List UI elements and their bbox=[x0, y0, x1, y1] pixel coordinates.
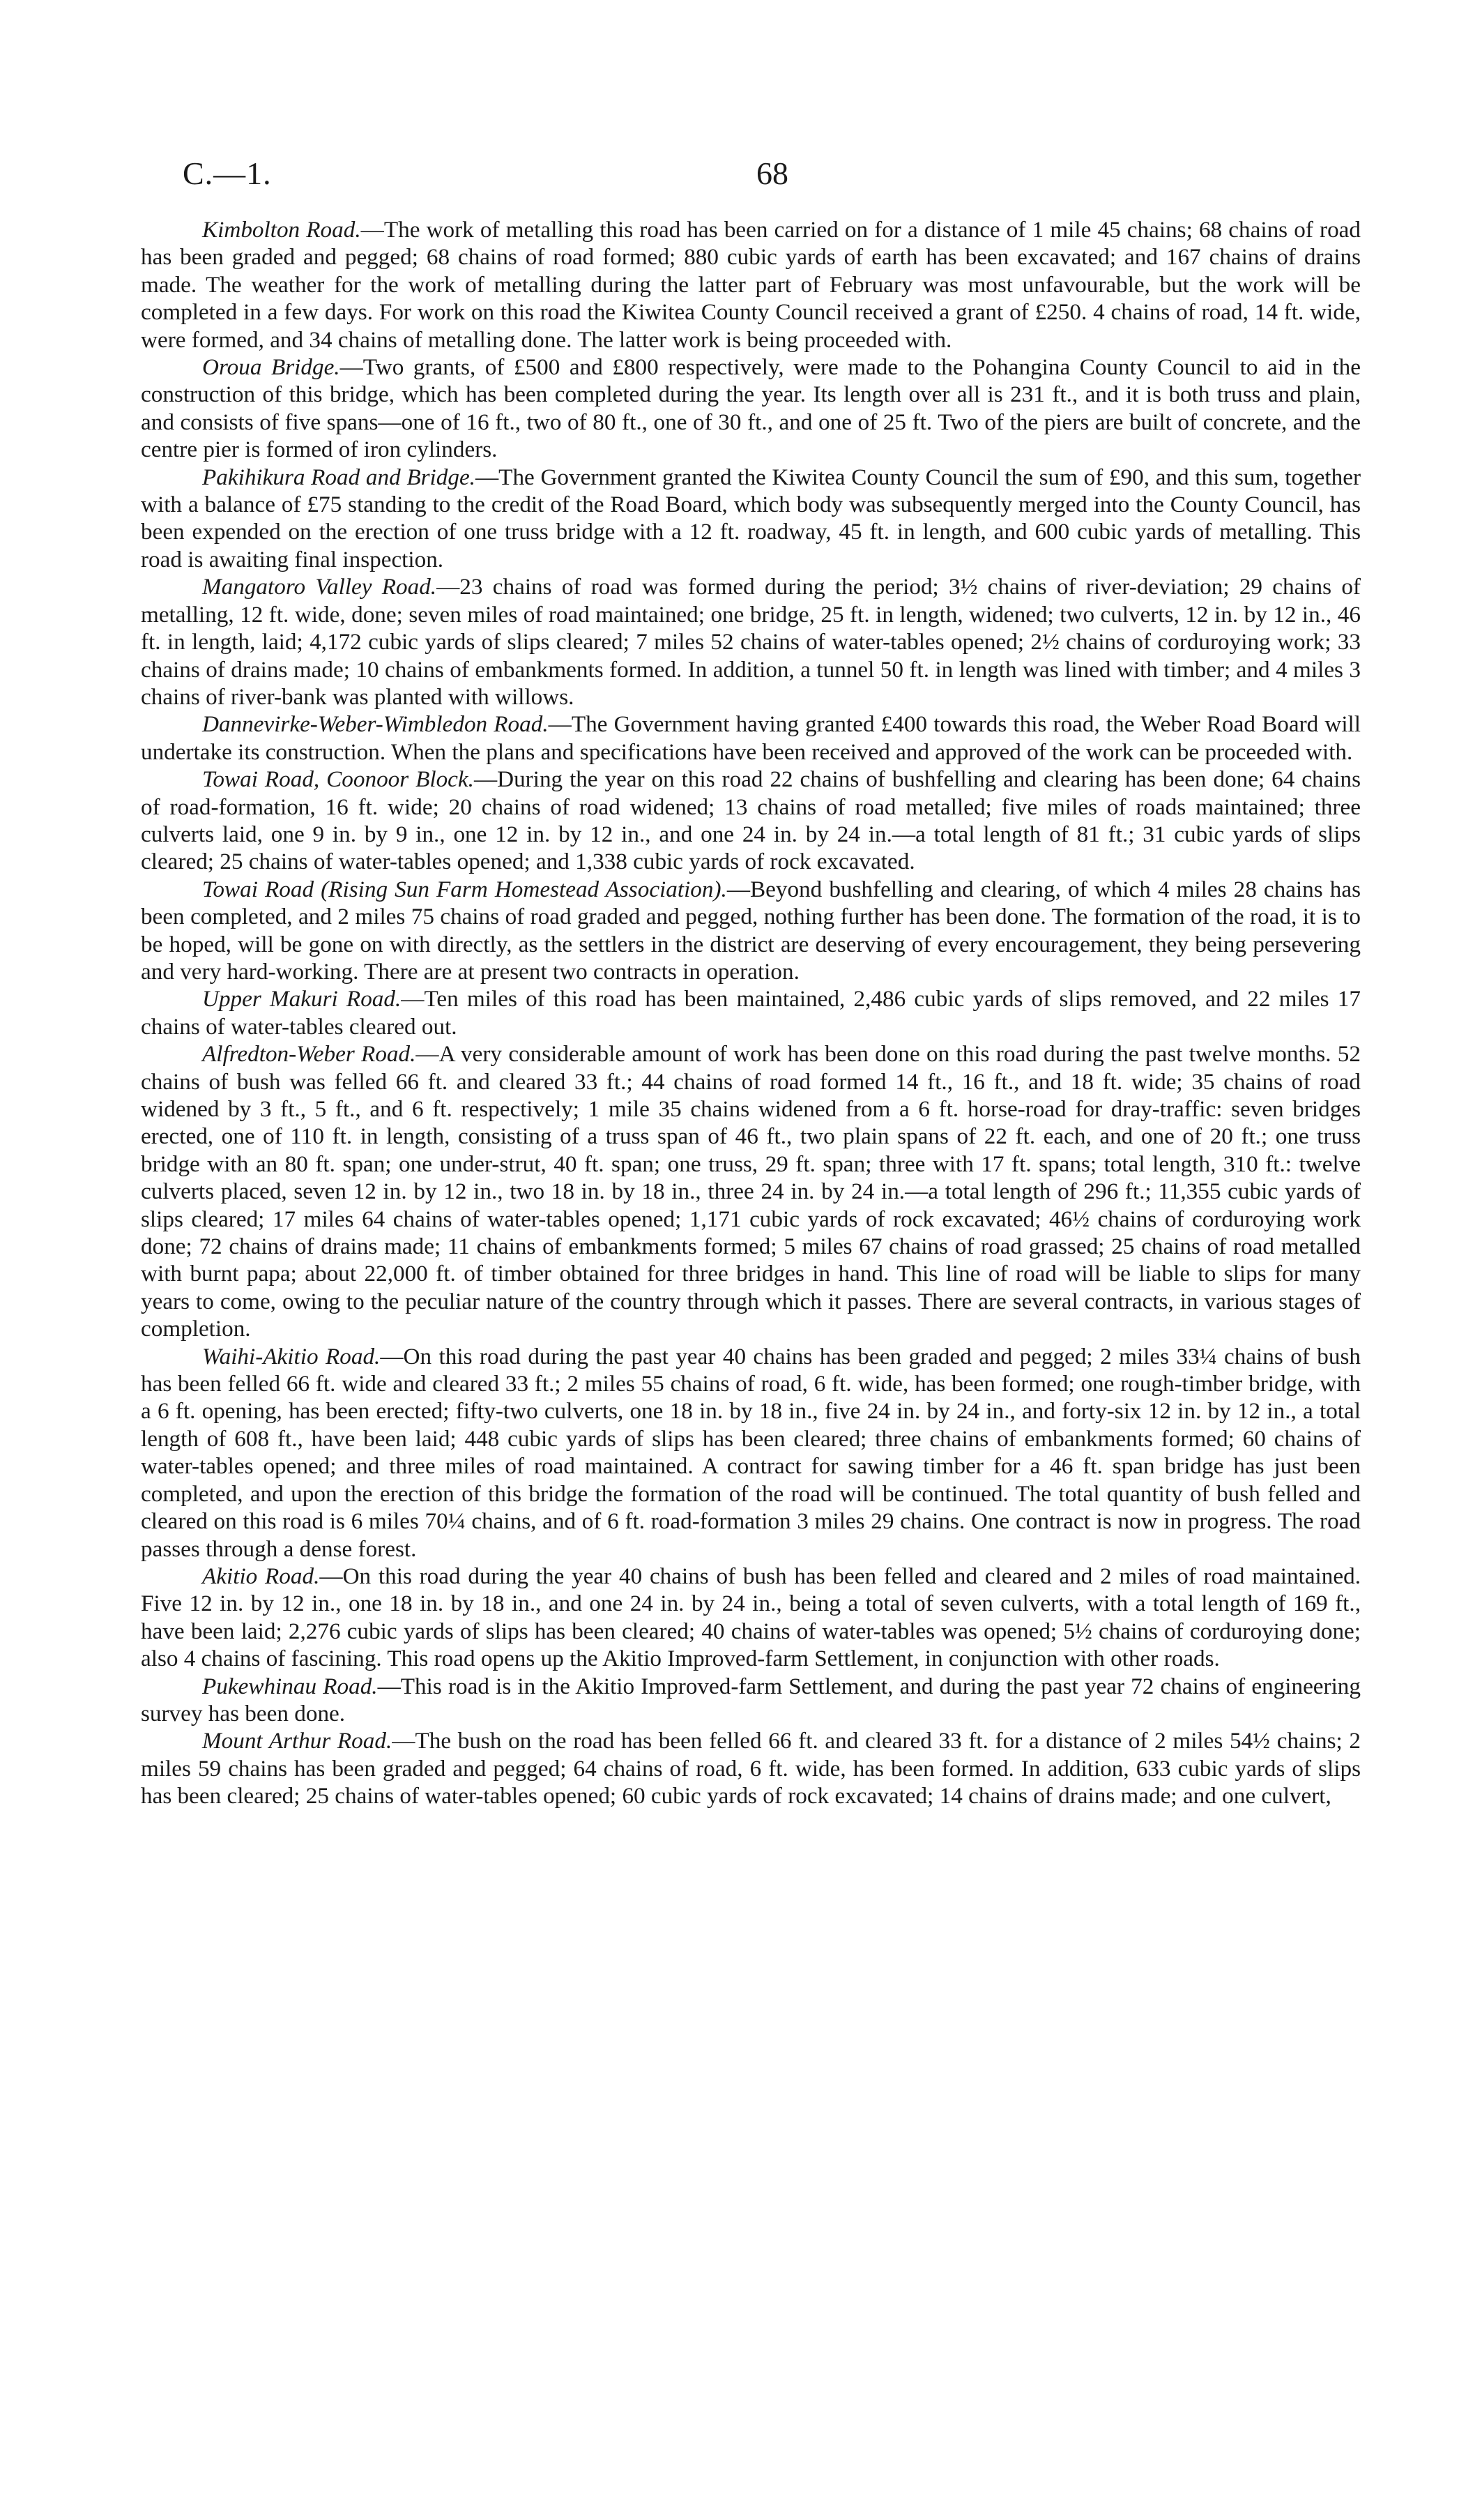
paragraph-title: Dannevirke-Weber-Wimbledon Road. bbox=[202, 711, 549, 738]
paragraph-title: Mangatoro Valley Road. bbox=[202, 574, 437, 600]
page-body bbox=[141, 216, 1361, 1810]
paragraph-title: Kimbolton Road. bbox=[202, 217, 361, 243]
paragraph-text: —The work of metalling this road has been carried on for a distance of 1 mile 45 chains; 68 chains of road has been graded and pegged; 68 chains of road formed; 880 cubic yards of earth has been excavated; and 167 chains of drains made. The weather for the work of metalling during the latter part of February was most unfavourable, but the work will be completed in a few days. For work on this road the Kiwitea County Council received a grant of £250. 4 chains of road, 14 ft. wide, were formed, and 34 chains of metalling done. The latter work is being proceeded with. bbox=[141, 217, 1361, 353]
page-header bbox=[183, 155, 1362, 197]
paragraph-title: Mount Arthur Road. bbox=[202, 1728, 392, 1754]
paragraph-text: —On this road during the year 40 chains of bush has been felled and cleared and 2 miles of road maintained. Five 12 in. by 12 in., one 18 in. by 18 in., and one 24 in. by 24 in., being a total of seven culverts, with a total length of 169 ft., have been laid; 2,276 cubic yards of slips has been cleared; 40 chains of water-tables was opened; 5½ chains of corduroying done; also 4 chains of fascining. This road opens up the Akitio Improved-farm Settlement, in conjunction with other roads. bbox=[141, 1563, 1361, 1672]
paragraph-title: Upper Makuri Road. bbox=[202, 986, 402, 1012]
paragraph-akitio-road bbox=[141, 1563, 1361, 1673]
paragraph-title: Waihi-Akitio Road. bbox=[202, 1343, 381, 1369]
paragraph-title: Towai Road (Rising Sun Farm Homestead Association). bbox=[202, 876, 727, 902]
paragraph-mangatoro-valley-road bbox=[141, 573, 1361, 711]
paragraph-text: —The Government granted the Kiwitea County Council the sum of £90, and this sum, together with a balance of £75 standing to the credit of the Road Board, which body was subsequently merged into the County Council, has been expended on the erection of one truss bridge with a 12 ft. roadway, 45 ft. in length, and 600 cubic yards of metalling. This road is awaiting final inspection. bbox=[141, 464, 1361, 572]
paragraph-text: —Ten miles of this road has been maintained, 2,486 cubic yards of slips removed, and 22 miles 17 chains of water-tables cleared out. bbox=[141, 986, 1361, 1040]
paragraph-text: —On this road during the past year 40 chains has been graded and pegged; 2 miles 33¼ chains of bush has been felled 66 ft. wide and cleared 33 ft.; 2 miles 55 chains of road, 6 ft. wide, has been formed; one rough-timber bridge, with a 6 ft. opening, has been erected; fifty-two culverts, one 18 in. by 18 in., five 24 in. by 24 in., and forty-six 12 in. by 12 in., a total length of 608 ft., have been laid; 448 cubic yards of slips has been cleared; three chains of embankments formed; 60 chains of water-tables opened; and three miles of road maintained. A contract for sawing timber for a 46 ft. span bridge has just been completed, and upon the erection of this bridge the formation of the road will be continued. The total quantity of bush felled and cleared on this road is 6 miles 70¼ chains, and of 6 ft. road-formation 3 miles 29 chains. One contract is now in progress. The road passes through a dense forest. bbox=[141, 1343, 1361, 1562]
paragraph-text: —23 chains of road was formed during the period; 3½ chains of river-deviation; 29 chains of metalling, 12 ft. wide, done; seven miles of road maintained; one bridge, 25 ft. in length, widened; two culverts, 12 in. by 12 in., 46 ft. in length, laid; 4,172 cubic yards of slips cleared; 7 miles 52 chains of water-tables opened; 2½ chains of corduroying work; 33 chains of drains made; 10 chains of embankments formed. In addition, a tunnel 50 ft. in length was lined with timber; and 4 miles 3 chains of river-bank was planted with willows. bbox=[141, 574, 1361, 710]
paragraph-upper-makuri-road bbox=[141, 985, 1361, 1040]
paragraph-towai-road-coonoor bbox=[141, 766, 1361, 876]
paragraph-text: —Two grants, of £500 and £800 respectively, were made to the Pohangina County Council to aid in the construction of this bridge, which has been completed during the year. Its length over all is 231 ft., and it is both truss and plain, and consists of five spans—one of 16 ft., two of 80 ft., one of 30 ft., and one of 25 ft. Two of the piers are built of concrete, and the centre pier is formed of iron cylinders. bbox=[141, 354, 1361, 463]
paragraph-title: Pakihikura Road and Bridge. bbox=[202, 464, 475, 490]
paragraph-mount-arthur-road bbox=[141, 1727, 1361, 1809]
paragraph-towai-road-rising-sun bbox=[141, 876, 1361, 986]
paragraph-text: —A very considerable amount of work has been done on this road during the past twelve months. 52 chains of bush was felled 66 ft. and cleared 33 ft.; 44 chains of road formed 14 ft., 16 ft., and 18 ft. wide; 35 chains of road widened by 3 ft., 5 ft., and 6 ft. respectively; 1 mile 35 chains widened from a 6 ft. horse-road for dray-traffic: seven bridges erected, one of 110 ft. in length, consisting of a truss span of 46 ft., two plain spans of 22 ft. each, and one of 20 ft.; one truss bridge with an 80 ft. span; one under-strut, 40 ft. span; one truss, 29 ft. span; three with 17 ft. spans; total length, 310 ft.: twelve culverts placed, seven 12 in. by 12 in., two 18 in. by 18 in., three 24 in. by 24 in.—a total length of 296 ft.; 11,355 cubic yards of slips cleared; 17 miles 64 chains of water-tables opened; 1,171 cubic yards of rock excavated; 46½ chains of corduroying work done; 72 chains of drains made; 11 chains of embankments formed; 5 miles 67 chains of road grassed; 25 chains of road metalled with burnt papa; about 22,000 ft. of timber obtained for three bridges in hand. This line of road will be liable to slips for many years to come, owing to the peculiar nature of the country through which it passes. There are several contracts, in various stages of completion. bbox=[141, 1041, 1361, 1342]
paragraph-title: Akitio Road. bbox=[202, 1563, 320, 1589]
paragraph-title: Oroua Bridge. bbox=[202, 354, 340, 381]
paragraph-pakihikura-road bbox=[141, 464, 1361, 574]
paragraph-pukewhinau-road bbox=[141, 1673, 1361, 1728]
paragraph-text: —The bush on the road has been felled 66 ft. and cleared 33 ft. for a distance of 2 miles 54½ chains; 2 miles 59 chains has been graded and pegged; 64 chains of road, 6 ft. wide, has been formed. In addition, 633 cubic yards of slips has been cleared; 25 chains of water-tables opened; 60 cubic yards of rock excavated; 14 chains of drains made; and one culvert, bbox=[141, 1728, 1361, 1809]
paragraph-oroua-bridge bbox=[141, 354, 1361, 464]
paragraph-title: Alfredton-Weber Road. bbox=[202, 1041, 416, 1068]
paragraph-kimbolton-road bbox=[141, 216, 1361, 354]
document-reference: C.—1. bbox=[183, 155, 272, 191]
paragraph-text: —The Government having granted £400 towards this road, the Weber Road Board will undertake its construction. When the plans and specifications have been received and approved of the work can be proceeded with. bbox=[141, 711, 1361, 765]
paragraph-dannevirke-road bbox=[141, 711, 1361, 766]
page-number: 68 bbox=[756, 155, 788, 191]
paragraph-waihi-akitio-road bbox=[141, 1343, 1361, 1563]
paragraph-alfredton-weber-road bbox=[141, 1040, 1361, 1342]
paragraph-text: —During the year on this road 22 chains of bushfelling and clearing has been done; 64 chains of road-formation, 16 ft. wide; 20 chains of road widened; 13 chains of road metalled; five miles of roads maintained; three culverts laid, one 9 in. by 9 in., one 12 in. by 12 in., and one 24 in. by 24 in.—a total length of 81 ft.; 31 cubic yards of slips cleared; 25 chains of water-tables opened; and 1,338 cubic yards of rock excavated. bbox=[141, 766, 1361, 875]
paragraph-title: Towai Road, Coonoor Block. bbox=[202, 766, 474, 793]
paragraph-text: —Beyond bushfelling and clearing, of which 4 miles 28 chains has been completed, and 2 miles 75 chains of road graded and pegged, nothing further has been done. The formation of the road, it is to be hoped, will be gone on with directly, as the settlers in the district are deserving of every encouragement, they being persevering and very hard-working. There are at present two contracts in operation. bbox=[141, 876, 1361, 985]
paragraph-title: Pukewhinau Road. bbox=[202, 1673, 378, 1699]
paragraph-text: —This road is in the Akitio Improved-farm Settlement, and during the past year 72 chains of engineering survey has been done. bbox=[141, 1673, 1361, 1726]
